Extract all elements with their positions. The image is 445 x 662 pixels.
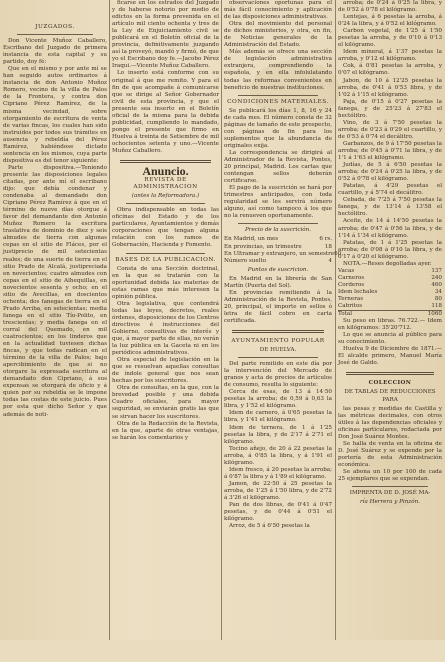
paragraph: Cerca de esas, de 13 á 14·50 pesetas la arroba; de 0,59 á 0,63 la libra, y 1'52 el kilógramo. <box>224 389 332 410</box>
condiciones-heading: CONDICIONES MATERIALES. <box>227 98 329 105</box>
revista-heading: REVISTA DE ADMINISTRACION <box>133 177 198 191</box>
price-row: Número suelto 4 <box>224 257 332 264</box>
price-row: En Ultramar y extranjero, un semestre 60 <box>224 250 342 257</box>
paragraph: Judías, de 5 á 6'50 pesetas la arroba; de 0'24 á 0'25 la libra, y de 0'52 á 0'78 el kilógramo. <box>338 162 442 183</box>
paragraph: Idem de ternera, de 1 á 1'25 pesetas la libra, y de 2'17 á 2'71 el kilógramo. <box>224 424 332 445</box>
paragraph: Lo que se anuncia al público para su conocimiento. <box>338 332 442 346</box>
nota-heading: NOTA.—Reses degolladas ayer. <box>343 260 432 267</box>
double-rule <box>120 160 211 163</box>
column-4 <box>338 0 442 640</box>
ayuntamiento-subheading: DE HUELVA. <box>259 347 297 354</box>
paragraph: Paja, de 0'15 á 0'27 pesetas la fanega, y de 25'23 á 27'83 el hectólitro. <box>338 98 442 119</box>
price-row: En Madrid, un mes 6 rs. <box>224 236 332 243</box>
paragraph: Que en el mismo y por ante mí se han seguido autos ordinarios á instancia de don Antonio Muñoz Romero, vecino de la villa de Palos de la Frontera, y contra don Cipriano Pérez Ramírez, de la misma vecindad, sobre otorgamiento de escritura de venta de varias fincas, los cuales han sido instruidos por todos sus trámites en ausencia y rebeldía del Pérez Ramírez, habiéndose dictado sentencia en los mismos, cuya parte dispositiva es del tenor siguiente: <box>3 66 107 164</box>
paragraph: Consta de una Sección doctrinal, en la que se tratarán con la oportunidad debida las materias de estas ramas que más interesen la opinión pública. <box>112 265 219 300</box>
column-2 <box>112 0 219 640</box>
section-heading-juzgados: JUZGADOS. <box>35 24 75 30</box>
paragraph: Idem de carnero, á 0'65 pesetas la libra, y 1'41 el kilógramo. <box>224 410 332 424</box>
reses-total-row: Total 1060 <box>338 311 442 318</box>
coleccion-subheading: DE TABLAS DE REDUCCIONES PARA <box>344 389 436 403</box>
paragraph: Otra de consultas, en la que, con la brevedad posible y una debida Cuadro oficiales, para mayor seguridad, se enviarán gratis las que se sirvan hacer los suscritores. <box>112 385 219 420</box>
divider <box>126 203 205 204</box>
paragraph: las pesas y medidas de Castilla y las métricas decimales, con otros útiles á las dependencias oficiales y oficinas particulares, redactada por Don José Suárez Montes. <box>338 405 442 440</box>
paragraph: Jabon, de 10 á 12'25 pesetas la arroba, de 0'41 á 0'53 libra, y de 1'02 á 1'15 el kilógramo. <box>338 77 442 98</box>
paragraph: Garbanzos, de 9 á 17'50 pesetas la arroba; de 0'45 á 0'71 la libra, y de 1'1 á 1'63 el kilógramo. <box>338 140 442 162</box>
divider <box>238 95 318 96</box>
paragraph: Patatas, á 4'29 pesetas el cuartillo, y á 5'74 el decálitro. <box>338 183 442 197</box>
paragraph: Patatas, de 1 á 1'25 pesetas la arroba; de 0'08 á 0'10 la libra, y de 0'17 á 0'20 el kilógramo. <box>338 239 442 260</box>
column-rule <box>335 0 336 640</box>
paragraph: Se abona un 10 por 100 de cada 25 ejemplares que se expendan. <box>338 469 442 483</box>
paragraph: ficarse en los estrados del Juzgado y de haberse notorio por medio de edictos en la forma prevenida en el artículo mil ciento ochenta y tres de la Ley de Enjuiciamiento civil se publicará en el Boletín oficial de la provincia, definitivamente juzgando así la proveyó, mandó y firmó, de que yo el Escribano doy fe.—Jacobo Pérez Iraqui.—Vicente Muñoz Caballero. <box>112 0 219 70</box>
reses-row: Idem lechales 34 <box>338 288 442 295</box>
paragraph: Tocino añejo, de 20 á 22 pesetas la arroba, á 0'85 la libra, y á 1'91 el kilógramo. <box>224 445 332 466</box>
column-rule <box>221 0 222 640</box>
paragraph: Otra del movimiento del personal de dichos ministerios, y otra, en fin, de Noticias generales de la Administración del Estado. <box>224 21 332 49</box>
paragraph: Se halla de venta en la oficina de D. José Suárez y se expende por la portería de esta Administración económica. <box>338 440 442 468</box>
imprenta-subheading: ría Herrera y Pinzón. <box>360 499 420 506</box>
reses-row: Cabritos 118 <box>338 303 442 310</box>
column-rule <box>109 0 110 640</box>
paragraph: Arroz, de 5 á 6'50 pesetas la <box>229 523 310 530</box>
paragraph: arroba; de 0'24 á 0'25 la libra, y de 0'52 á 0'78 el kilógramo. <box>338 0 442 14</box>
paragraph: Otra de la Redacción de la Revista, en la que, aparte de otras ventajas, se harán los comentarios y <box>112 420 219 441</box>
paragraph: Su peso en libras. 76.722.— Idem en kilógramos: 35'20'712. <box>338 318 442 332</box>
revista-subheading: (antes la Reformadora.) <box>131 193 200 200</box>
paragraph: Vino, de 3 á 7'50 pesetas la arroba; de 0'23 á 0'29 el cuartillo, y de 0'53 á 0'74 el decálitro. <box>338 119 442 140</box>
divider <box>17 34 93 35</box>
divider <box>126 253 205 254</box>
paragraph: Aceite, de 14 á 14'50 pesetas la arroba; de 0'47 á 0'56 la libra, y de 1'14 á 1'34 el kilógramo. <box>338 218 442 239</box>
precio-heading: Precio de la suscrición. <box>245 227 311 234</box>
paragraph: Don Vicente Muñoz Caballero, Escribano del Juzgado de primera instancia de esta capital y su partido, doy fé: <box>3 38 107 66</box>
column-3 <box>224 0 342 640</box>
coleccion-heading: COLECCION <box>368 380 412 387</box>
paragraph: Cok, á 0'81 pesetas la arroba, y 0'07 el kilógramo. <box>338 63 442 77</box>
bases-heading: BASES DE LA PUBLICACION. <box>115 256 216 263</box>
paragraph: Más además se ofrece una sección de legislación administrativa extranjera, comprendiendo la española, y en ella infolulatando todas las reformas convenientes en beneficio de nuestras instituciones. <box>224 49 332 91</box>
paragraph: Se publicará los días 1, 8, 16 y 24 de cada mes. El número consta de 32 páginas de tamaño de este prospecto, con páginas de fin para los suplementos que la abundancia de originales exija. <box>224 107 332 149</box>
double-rule <box>232 330 324 333</box>
paragraph: Parte dispositiva.—Teniendo presente las disposiciones legales citadas, por ante mí el escribano dijo: que debía condenar y condenaba al demandado don Cipriano Pérez Ramírez á que en el término de nueve días otorgue á favor del demandante don Antonio Muñoz Romero la escritura traslativa de dominio de diez y seis almudes de tierra con algunas cepas en el sitio de Fláces, por el justiprecio de mil setecientas reales; de una suerte de tierra en el sitio Prado de Alcalá, justipreciada en novecientos; cuatro almudes con cepas en el sitio de Alhequillas, en novecientos sesenta y ocho; en el sitio de Avecillas, en doscientos ochenta; dos fanegas de tierra en el Prado Arriba, en setecientas; media fanega en el sitio Tío-Polito, en trescientas; y media fanega en el corral del Quemado, en mil cuatrocientos; en los linderos que en la actualidad tuviesen dichas fincas, y que todas radican en el término de la villa de Palos; bajo apercibimiento de que si no otorgare la expresada escritura al demandado don Cipriano, á sus expensas se otorgará de oficio y á quien por su rebeldía se le impone todas las costas de este juicio. Pues por esta que dicho Señor y que además de noti- <box>3 164 107 418</box>
paragraph: En Madrid en la librería de San Martín (Puerta del Sol). <box>224 275 332 289</box>
divider <box>238 223 318 224</box>
column-1 <box>3 0 107 662</box>
reses-row: Carneros 240 <box>338 274 442 281</box>
paragraph: En provincias remitiendo á la Administración de la Revista, Pontes, 20, principal, el importe en sellos ó letra de fácil cobro en carta certificada. <box>224 289 332 324</box>
paragraph: Idem mineral, á 1'37 pesetas la arroba, y 0'12 el kilógramo. <box>338 49 442 63</box>
paragraph: Obra indispensable en todas las oficinas del Estado y de los particulares, Ayuntamientos y demás corporaciones que tengan alguna relación con los ramos de Gobernación, Hacienda y Fomento. <box>112 207 219 249</box>
ayuntamiento-heading: AYUNTAMIENTO POPULAR <box>231 338 325 345</box>
imprenta-heading: IMPRENTA DE D. JOSÉ MA- <box>349 490 431 497</box>
paragraph: Cebada, de 7'25 á 7'50 pesetas la fanega, y de 13'14 á 13'58 el hectólitro. <box>338 197 442 218</box>
paragraph: Del parte remitido en este día por la intervención del Mercado de granos y acta de precios de artículos de consumo, resulta lo siguiente: <box>224 361 332 389</box>
paragraph: La correspondencia se dirigirá al Administrador de la Revista, Pontes, 20 principal, Madrid. Los cartas que contengan sellos deberán certificarse. <box>224 149 332 185</box>
double-rule <box>346 372 434 375</box>
reses-row: Terneras 80 <box>338 295 442 302</box>
paragraph: Jamon, de 22·50 á 25 pesetas la arroba, de 1'25 á 1'50 libra, y de 2'72 á 3'26 el kilógramo. <box>224 480 332 501</box>
paragraph: Lentejas, á 6 pesetas la arroba, á 0'24 la libra, y á 0'52 el kilógramo. <box>338 14 442 28</box>
paragraph: Huelva 9 de Diciembre de 1871.—El alcalde primero, Manuel María José de Galdo. <box>338 346 442 367</box>
puntos-heading: Puntos de suscricion. <box>247 266 309 273</box>
paragraph: observaciones oportunas para el más fácil conocimiento y aplicación de las disposiciones administrativas. <box>224 0 332 21</box>
paragraph: El pago de la suscrición se hará por trimestres anticipados, con toda regularidad se les servirá número alguno, así como tampoco á los que no la renueven oportunamente. <box>224 185 332 220</box>
paragraph: Pan de dos libras, de 0'41 á 0'47 pesetas, y de 0'44 á 0'51 el kilógramo. <box>224 502 332 523</box>
paragraph: Idem fresco, á 20 pesetas la arroba; á 0'87 la libra y á 1'89 el kilógramo. <box>224 466 332 480</box>
paragraph: Otra legislativa, que contendrá todas las leyes, decretos, reales órdenes, disposiciones de los Centros directivos é instrucciones del Gobierno, consultivas de interés y que, á mayor parte de ellas, no verán la luz pública en la Gaceta ni en los periódicos administrativos. <box>112 300 219 357</box>
paragraph: Lo inserto está conforme con su original á que me remito. Y para el fin de que acompañe á comunicarse que se dirige al Señor Gobernador civil de esta provincia, y que el presente sea inserto en el Boletín oficial de la misma para la debida publicidad, cumpliendo lo mandado, pongo el presente que firmo en Huelva á treinta de Setiembre de mil ochocientos setenta y uno.—Vicente Muñoz Caballero. <box>112 70 219 154</box>
divider <box>352 486 428 487</box>
divider <box>238 357 318 358</box>
reses-row: Vacas 137 <box>338 267 442 274</box>
paragraph: Otra especial de legislación en la que se resuelvan aquellas consultas de índole general que nos sean hechas por los suscritores. <box>112 357 219 385</box>
price-row: En provincias, un trimestre 18 <box>224 243 332 250</box>
paragraph: Carbon vegetal, de 1'25 á 1'50 pesetas la arroba, y de 0'10 á 0'13 el kilógramo. <box>338 28 442 49</box>
anuncio-title: Anuncio. <box>142 164 189 179</box>
reses-row: Corderos 460 <box>338 281 442 288</box>
